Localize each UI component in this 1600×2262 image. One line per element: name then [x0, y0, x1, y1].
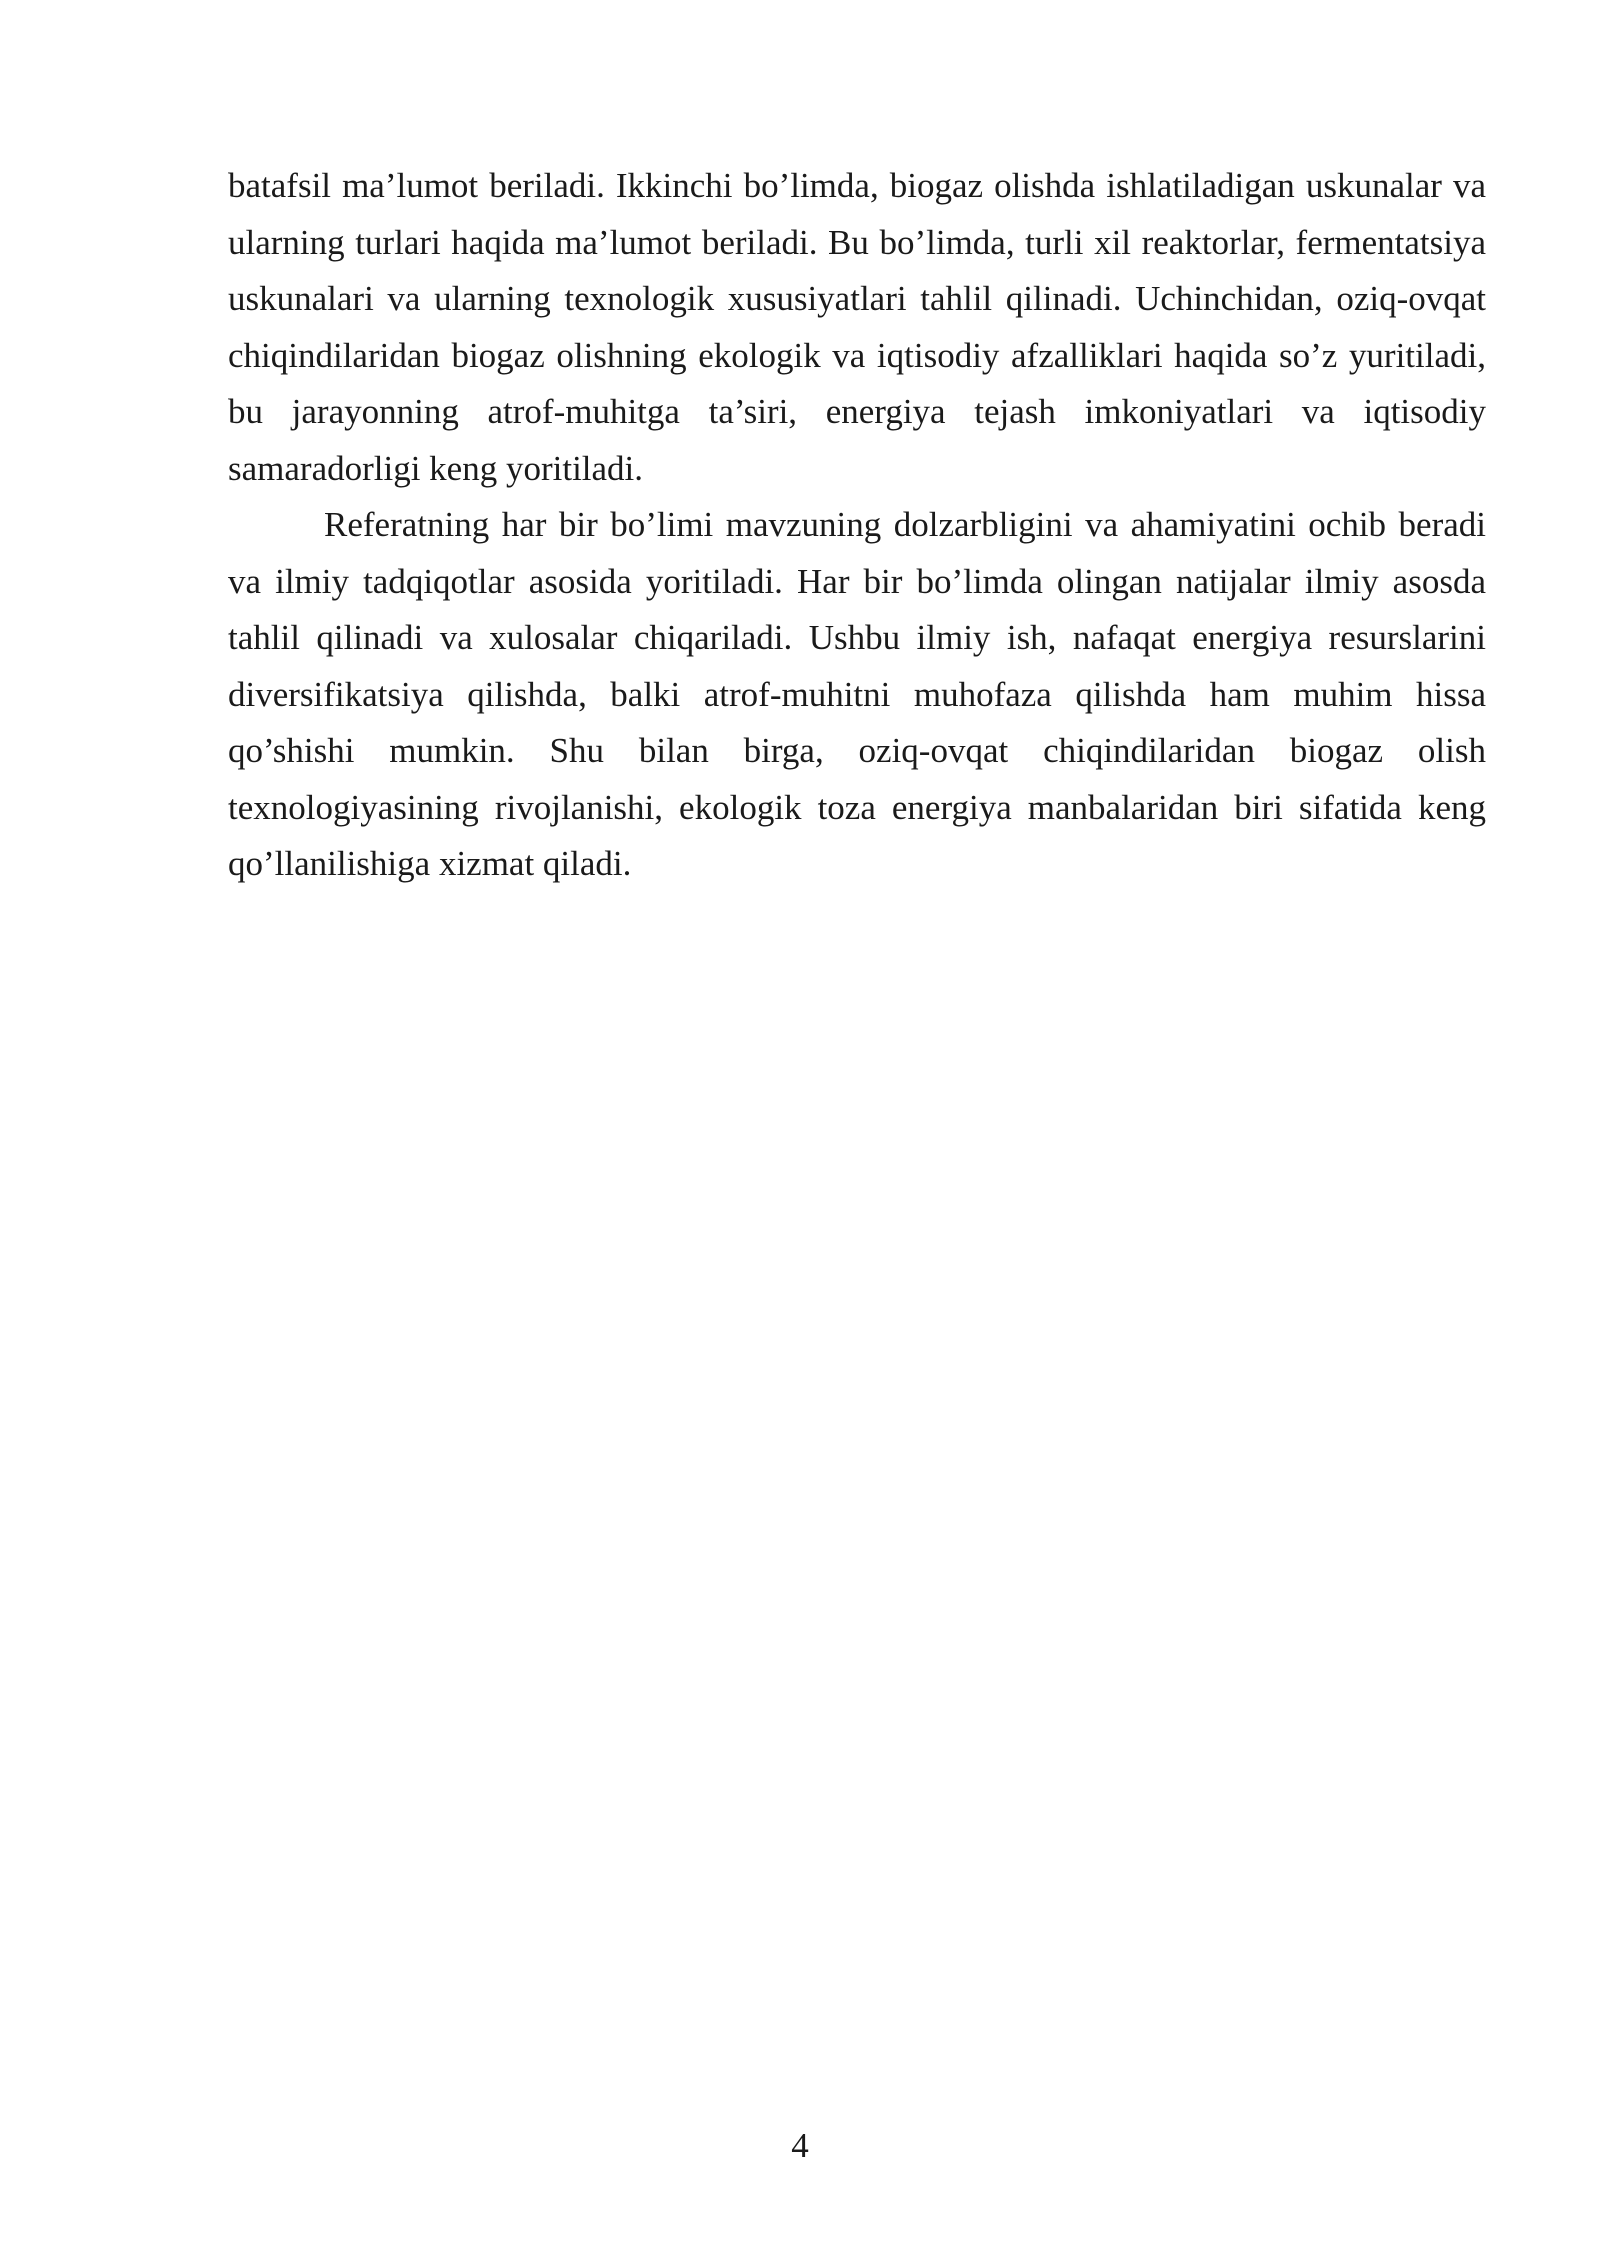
- body-text: [228, 158, 1486, 893]
- paragraph-continuation: batafsil ma’lumot beriladi. Ikkinchi bo’limda, biogaz olishda ishlatiladigan uskunalar va ularning turlari haqida ma’lumot beriladi. Bu bo’limda, turli xil reaktorlar, fermentatsiya uskunalari va ularning texnologik xususiyatlari tahlil qilinadi. Uchinchidan, oziq-ovqat chiqindilaridan biogaz olishning ekologik va iqtisodiy afzalliklari haqida so’z yuritiladi, bu jarayonning atrof-muhitga ta’siri, energiya tejash imkoniyatlari va iqtisodiy samaradorligi keng yoritiladi.: [228, 166, 1486, 488]
- paragraph: Referatning har bir bo’limi mavzuning dolzarbligini va ahamiyatini ochib beradi va ilmiy tadqiqotlar asosida yoritiladi. Har bir bo’limda olingan natijalar ilmiy asosda tahlil qilinadi va xulosalar chiqariladi. Ushbu ilmiy ish, nafaqat energiya resurslarini diversifikatsiya qilishda, balki atrof-muhitni muhofaza qilishda ham muhim hissa qo’shishi mumkin. Shu bilan birga, oziq-ovqat chiqindilaridan biogaz olish texnologiyasining rivojlanishi, ekologik toza energiya manbalaridan biri sifatida keng qo’llanilishiga xizmat qiladi.: [228, 505, 1486, 883]
- page-number: 4: [791, 2126, 809, 2165]
